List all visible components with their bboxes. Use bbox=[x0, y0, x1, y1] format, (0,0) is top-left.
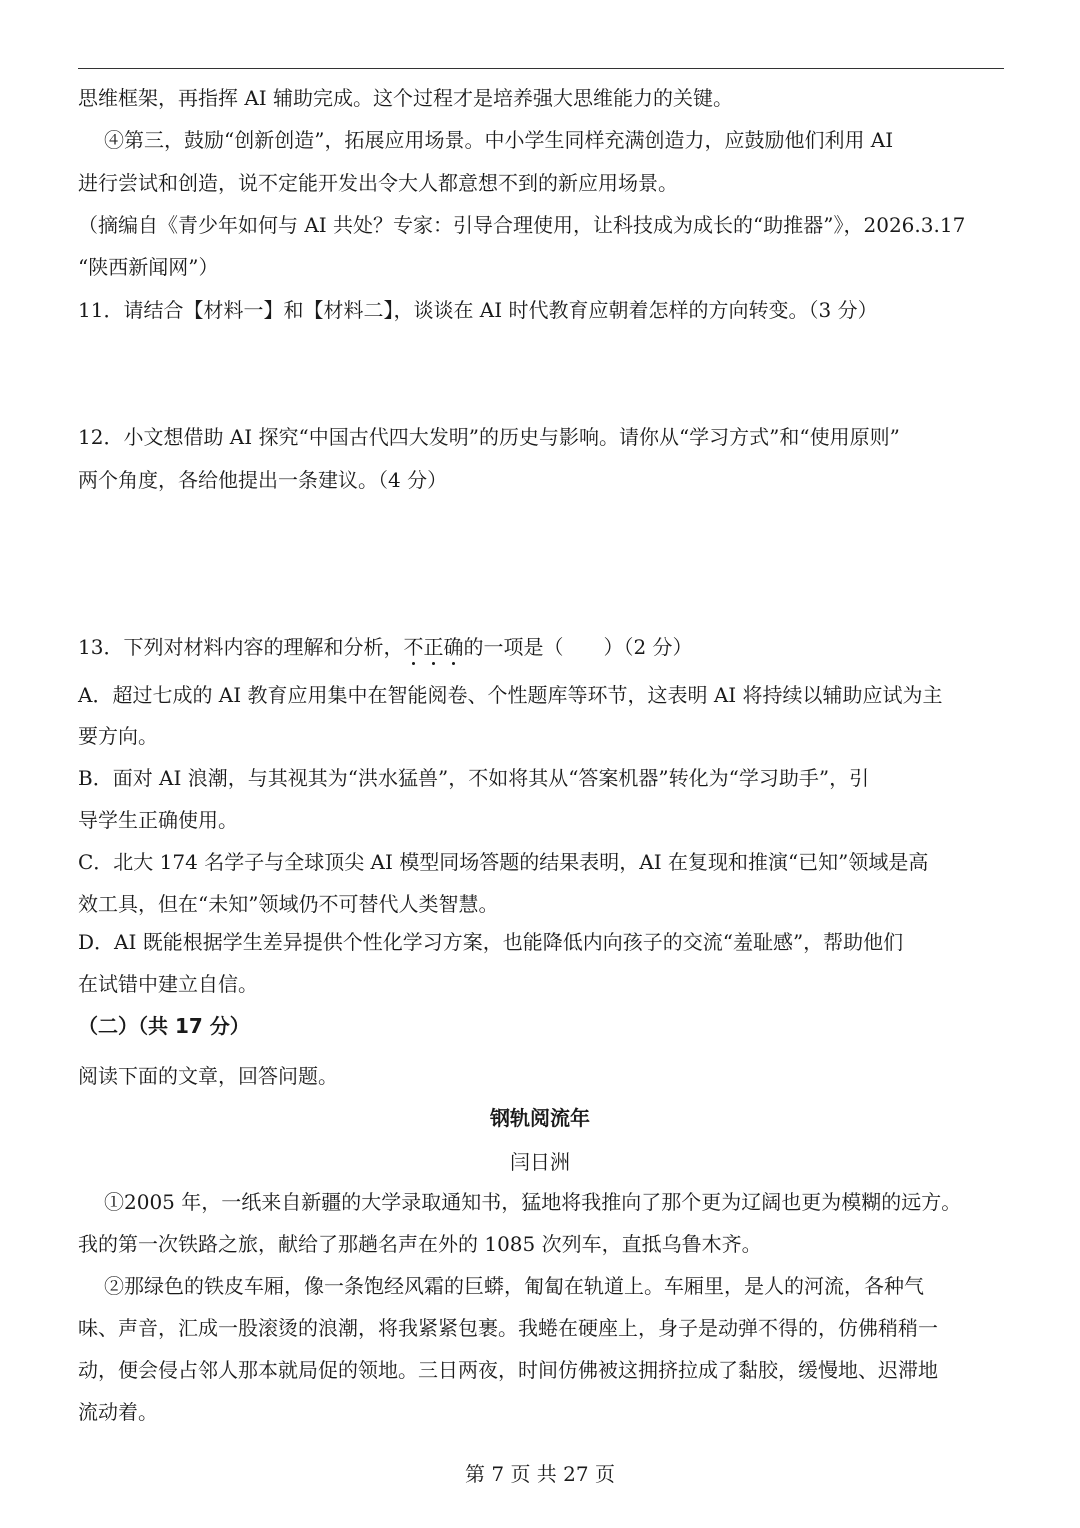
section-instruction: 阅读下面的文章，回答问题。 bbox=[78, 1064, 338, 1088]
emphasis-char: 正 bbox=[423, 635, 444, 659]
article-paragraph: 我的第一次铁路之旅，献给了那趟名声在外的 1085 次列车，直抵乌鲁木齐。 bbox=[78, 1232, 762, 1256]
passage-line: 思维框架，再指挥 AI 辅助完成。这个过程才是培养强大思维能力的关键。 bbox=[78, 86, 734, 110]
page-number: 第 7 页 共 27 页 bbox=[465, 1462, 615, 1486]
option-a: 要方向。 bbox=[78, 724, 158, 748]
option-d: D．AI 既能根据学生差异提供个性化学习方案，也能降低内向孩子的交流“羞耻感”，帮助他们 bbox=[78, 930, 904, 954]
option-b: B．面对 AI 浪潮，与其视其为“洪水猛兽”，不如将其从“答案机器”转化为“学习助手”，引 bbox=[78, 766, 870, 790]
question-13-stem-end: 的一项是（ ）（2 分） bbox=[463, 635, 693, 659]
option-d: 在试错中建立自信。 bbox=[78, 972, 258, 996]
passage-line: 进行尝试和创造，说不定能开发出令大人都意想不到的新应用场景。 bbox=[78, 171, 678, 195]
article-paragraph: 味、声音，汇成一股滚烫的浪潮，将我紧紧包裹。我蜷在硬座上，身子是动弹不得的，仿佛稍稍一 bbox=[78, 1316, 938, 1340]
article-author: 闫日洲 bbox=[510, 1150, 570, 1174]
section-heading: （二）（共 17 分） bbox=[78, 1014, 250, 1038]
question-13 bbox=[78, 635, 1004, 659]
article-paragraph: ②那绿色的铁皮车厢，像一条饱经风霜的巨蟒，匍匐在轨道上。车厢里，是人的河流，各种气 bbox=[104, 1274, 924, 1298]
emphasis-char: 确 bbox=[443, 635, 464, 659]
option-b: 导学生正确使用。 bbox=[78, 808, 238, 832]
option-c: C．北大 174 名学子与全球顶尖 AI 模型同场答题的结果表明，AI 在复现和推演“已知”领域是高 bbox=[78, 850, 929, 874]
header-rule bbox=[78, 68, 1004, 69]
article-paragraph: 流动着。 bbox=[78, 1400, 158, 1424]
article-title: 钢轨阅流年 bbox=[490, 1106, 590, 1130]
article-paragraph: ①2005 年，一纸来自新疆的大学录取通知书，猛地将我推向了那个更为辽阔也更为模糊的远方。 bbox=[104, 1190, 962, 1214]
question-12: 12．小文想借助 AI 探究“中国古代四大发明”的历史与影响。请你从“学习方式”和“使用原则” bbox=[78, 425, 900, 449]
emphasis-char: 不 bbox=[403, 635, 424, 659]
option-a: A．超过七成的 AI 教育应用集中在智能阅卷、个性题库等环节，这表明 AI 将持续以辅助应试为主 bbox=[78, 683, 943, 707]
source-citation: （摘编自《青少年如何与 AI 共处？专家：引导合理使用，让科技成为成长的“助推器”》，2026.3.17 bbox=[78, 213, 966, 237]
article-paragraph: 动，便会侵占邻人那本就局促的领地。三日两夜，时间仿佛被这拥挤拉成了黏胶，缓慢地、迟滞地 bbox=[78, 1358, 938, 1382]
question-13-stem: 13．下列对材料内容的理解和分析， bbox=[78, 635, 404, 659]
question-12: 两个角度，各给他提出一条建议。（4 分） bbox=[78, 468, 448, 492]
option-c: 效工具，但在“未知”领域仍不可替代人类智慧。 bbox=[78, 892, 499, 916]
source-citation: “陕西新闻网”） bbox=[78, 255, 219, 279]
question-11: 11．请结合【材料一】和【材料二】，谈谈在 AI 时代教育应朝着怎样的方向转变。（3 分） bbox=[78, 298, 878, 322]
passage-line: ④第三，鼓励“创新创造”，拓展应用场景。中小学生同样充满创造力，应鼓励他们利用 AI bbox=[104, 128, 894, 152]
